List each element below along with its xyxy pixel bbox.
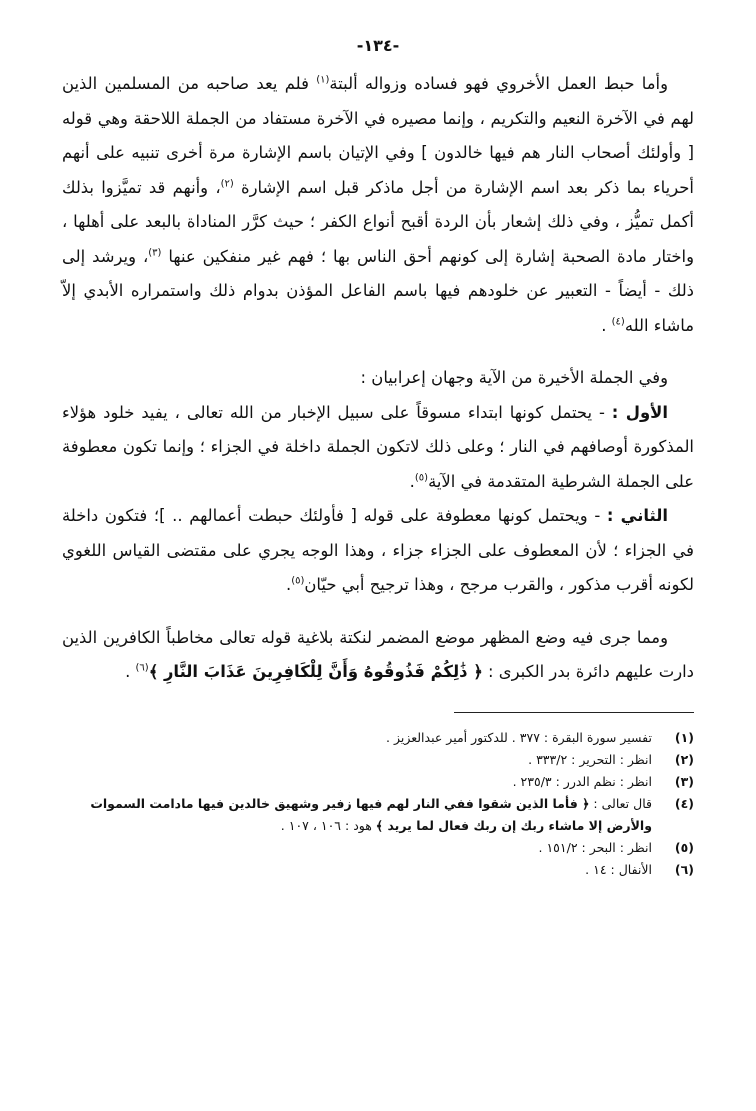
footnote-item bbox=[62, 859, 694, 881]
second-parsing-label: الثاني : bbox=[606, 506, 668, 525]
footnote-number: (٦) bbox=[674, 861, 694, 877]
footnote-ref[interactable]: (٣) bbox=[148, 247, 162, 259]
footnote-number: (٣) bbox=[674, 773, 694, 789]
footnote-item bbox=[62, 771, 694, 793]
quran-verse: ﴿ ذَٰلِكُمْ فَذُوقُوهُ وَأَنَّ لِلْكَافِرِينَ عَذَابَ النَّارِ ﴾ bbox=[148, 662, 483, 681]
footnote-text: الأنفال : ١٤ . bbox=[585, 861, 652, 877]
footnote-ref[interactable]: (٦) bbox=[135, 662, 149, 674]
footnote-number: (٥) bbox=[674, 839, 694, 855]
paragraph-text: ، ويرشد إلى ذلك - أيضاً - التعبير عن خلودهم فيها باسم الفاعل المؤذن بدوام ذلك واستمراره الأبدي إلاّ ماشاء الله bbox=[62, 246, 694, 335]
body-text bbox=[62, 67, 694, 690]
footnote-suffix: هود : ١٠٦ ، ١٠٧ . bbox=[280, 817, 376, 833]
paragraph-text: فلم يعد صاحبه من المسلمين الذين لهم في الآخرة النعيم والتكريم ، وإنما مصيره في الآخرة مستفاد من الجملة اللاحقة وهي قوله [ وأولئك أصحاب النار هم فيها خالدون ] وفي الإتيان باسم الإشارة مرة أخرى تنبيه على أنهم أحرياء بما ذكر بعد اسم الإشارة من أجل ماذكر قبل اسم الإشارة bbox=[62, 74, 694, 197]
paragraph-first-parsing bbox=[62, 396, 694, 500]
footnote-item bbox=[62, 793, 694, 837]
footnote-text: تفسير سورة البقرة : ٣٧٧ . للدكتور أمير عبدالعزيز . bbox=[386, 729, 652, 745]
page-number: -١٣٤- bbox=[356, 36, 400, 55]
footnote-ref[interactable]: (٥) bbox=[291, 575, 305, 587]
footnote-ref[interactable]: (٥) bbox=[414, 472, 429, 484]
paragraph-end: . bbox=[601, 315, 612, 335]
footnote-number: (٢) bbox=[674, 751, 694, 767]
footnote-text: انظر : نظم الدرر : ٢٣٥/٣ . bbox=[512, 773, 652, 789]
paragraph-text: - يحتمل كونها ابتداء مسوقاً على سبيل الإخبار من الله تعالى ، يفيد خلود هؤلاء المذكورة أوصافهم في النار ؛ وعلى ذلك لاتكون الجملة داخلة في الجزاء ؛ وإنما تكون معطوفة على الجملة الشرطية المتقدمة في الآية bbox=[62, 402, 694, 491]
footnotes-list bbox=[62, 727, 694, 881]
quran-verse: ﴿ فأما الذين شقوا ففي النار لهم فيها زفير وشهيق خالدين فيها مادامت السموات والأرض إلا ماشاء ربك إن ربك فعال لما يريد ﴾ bbox=[90, 795, 652, 833]
footnote-ref[interactable]: (٤) bbox=[611, 316, 625, 328]
footnote-text: انظر : البحر : ١٥١/٢ . bbox=[538, 839, 652, 855]
paragraph-end: . bbox=[285, 575, 292, 594]
footnote-text bbox=[62, 793, 652, 837]
first-parsing-label: الأول : bbox=[611, 402, 668, 422]
paragraph-ridda bbox=[62, 67, 694, 343]
footnote-item bbox=[62, 749, 694, 771]
footnote-text: انظر : التحرير : ٣٣٣/٢ . bbox=[528, 751, 652, 767]
paragraph-text: وأما حبط العمل الأخروي فهو فساده وزواله ألبتة bbox=[329, 74, 668, 93]
paragraph-text: ، وأنهم قد تميَّزوا بذلك أكمل تميُّز ، وفي ذلك إشعار بأن الردة أقبح أنواع الكفر ؛ حيث كرَّر المناداة بالبعد على أهلها ، واختار مادة الصحبة إشارة إلى كونهم أحق الناس بها ؛ فهم غير منفكين عنها bbox=[62, 177, 695, 266]
footnote-item bbox=[62, 727, 694, 749]
paragraph-end: . bbox=[409, 471, 415, 491]
paragraph-two-parsings: وفي الجملة الأخيرة من الآية وجهان إعرابيان : bbox=[360, 368, 668, 387]
footnote-ref[interactable]: (٢) bbox=[220, 178, 234, 190]
paragraph-badr bbox=[62, 621, 694, 690]
footnote-divider bbox=[454, 712, 694, 713]
paragraph-end: . bbox=[125, 662, 136, 681]
footnote-item bbox=[62, 837, 694, 859]
footnote-ref[interactable]: (١) bbox=[316, 74, 330, 86]
paragraph-text: ومما جرى فيه وضع المظهر موضع المضمر لنكتة بلاغية قوله تعالى مخاطباً الكافرين الذين دارت عليهم دائرة بدر الكبرى : bbox=[62, 627, 694, 681]
paragraph-text: - ويحتمل كونها معطوفة على قوله [ فأولئك حبطت أعمالهم .. ]؛ فتكون داخلة في الجزاء ؛ لأن المعطوف على الجزاء جزاء ، وهذا الوجه يجري على مقتضى القياس اللغوي لكونه أقرب مذكور ، والقرب مرجح ، وهذا ترجيح أبي حيّان bbox=[62, 506, 694, 594]
footnote-number: (١) bbox=[674, 729, 694, 745]
footnote-number: (٤) bbox=[674, 795, 694, 811]
paragraph-second-parsing bbox=[62, 499, 694, 603]
footnote-prefix: قال تعالى : bbox=[589, 795, 652, 811]
